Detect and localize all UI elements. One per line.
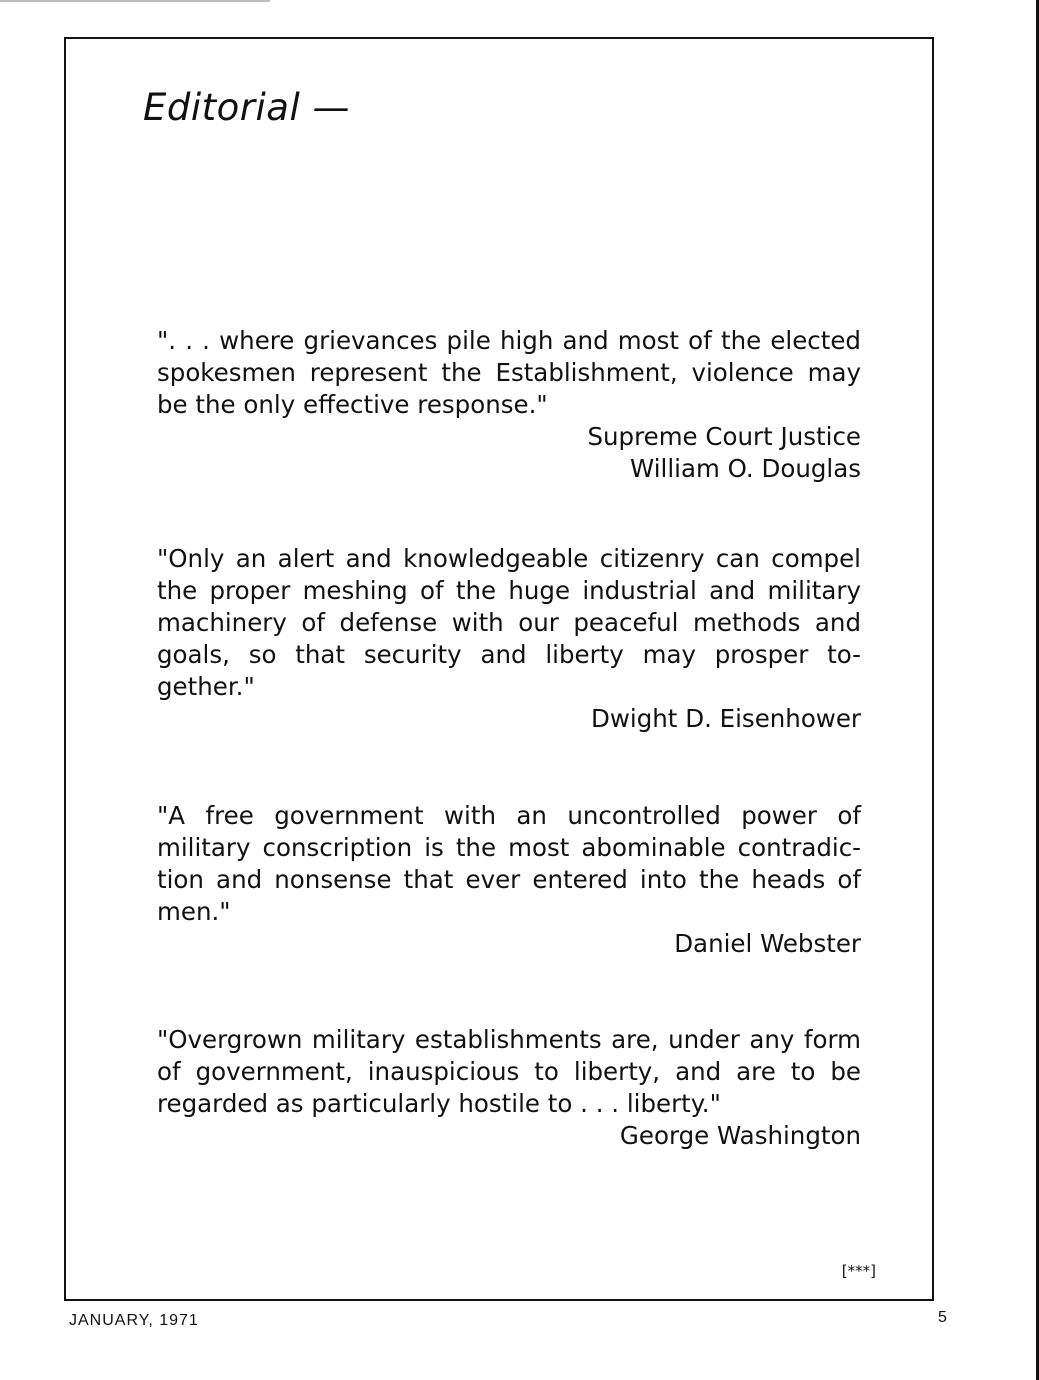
quote-block-washington	[157, 1024, 861, 1152]
quote-text: ". . . where grievances pile high and most of the elected spokesmen represent the Establishment, violence may be the only effective response."	[157, 326, 861, 419]
end-marker: [***]	[841, 1262, 876, 1280]
quote-attribution-line-1: Dwight D. Eisenhower	[591, 704, 861, 733]
quote-attribution-line-2: William O. Douglas	[630, 454, 861, 483]
scan-edge-top	[0, 0, 270, 2]
quote-block-douglas	[157, 325, 861, 485]
footer-page-number: 5	[938, 1309, 947, 1326]
quote-block-webster	[157, 800, 861, 960]
quote-text: "Only an alert and knowledgeable citizenry can compel the proper meshing of the huge industrial and military machinery of defense with our peaceful methods and goals, so that security and liberty may prosper to-gether."	[157, 544, 861, 701]
quote-text: "Overgrown military establishments are, under any form of government, inauspicious to liberty, and are to be regarded as particularly hostile to . . . liberty."	[157, 1025, 861, 1118]
quote-text: "A free government with an uncontrolled power of military conscription is the most abominable contradic-tion and nonsense that ever entered into the heads of men."	[157, 801, 861, 926]
quote-attribution-line-1: Daniel Webster	[674, 929, 861, 958]
quote-attribution-line-1: Supreme Court Justice	[587, 422, 861, 451]
quote-attribution-line-1: George Washington	[619, 1121, 861, 1150]
quote-block-eisenhower	[157, 543, 861, 735]
footer-issue-date: JANUARY, 1971	[69, 1312, 199, 1329]
page-title: Editorial —	[143, 86, 350, 129]
